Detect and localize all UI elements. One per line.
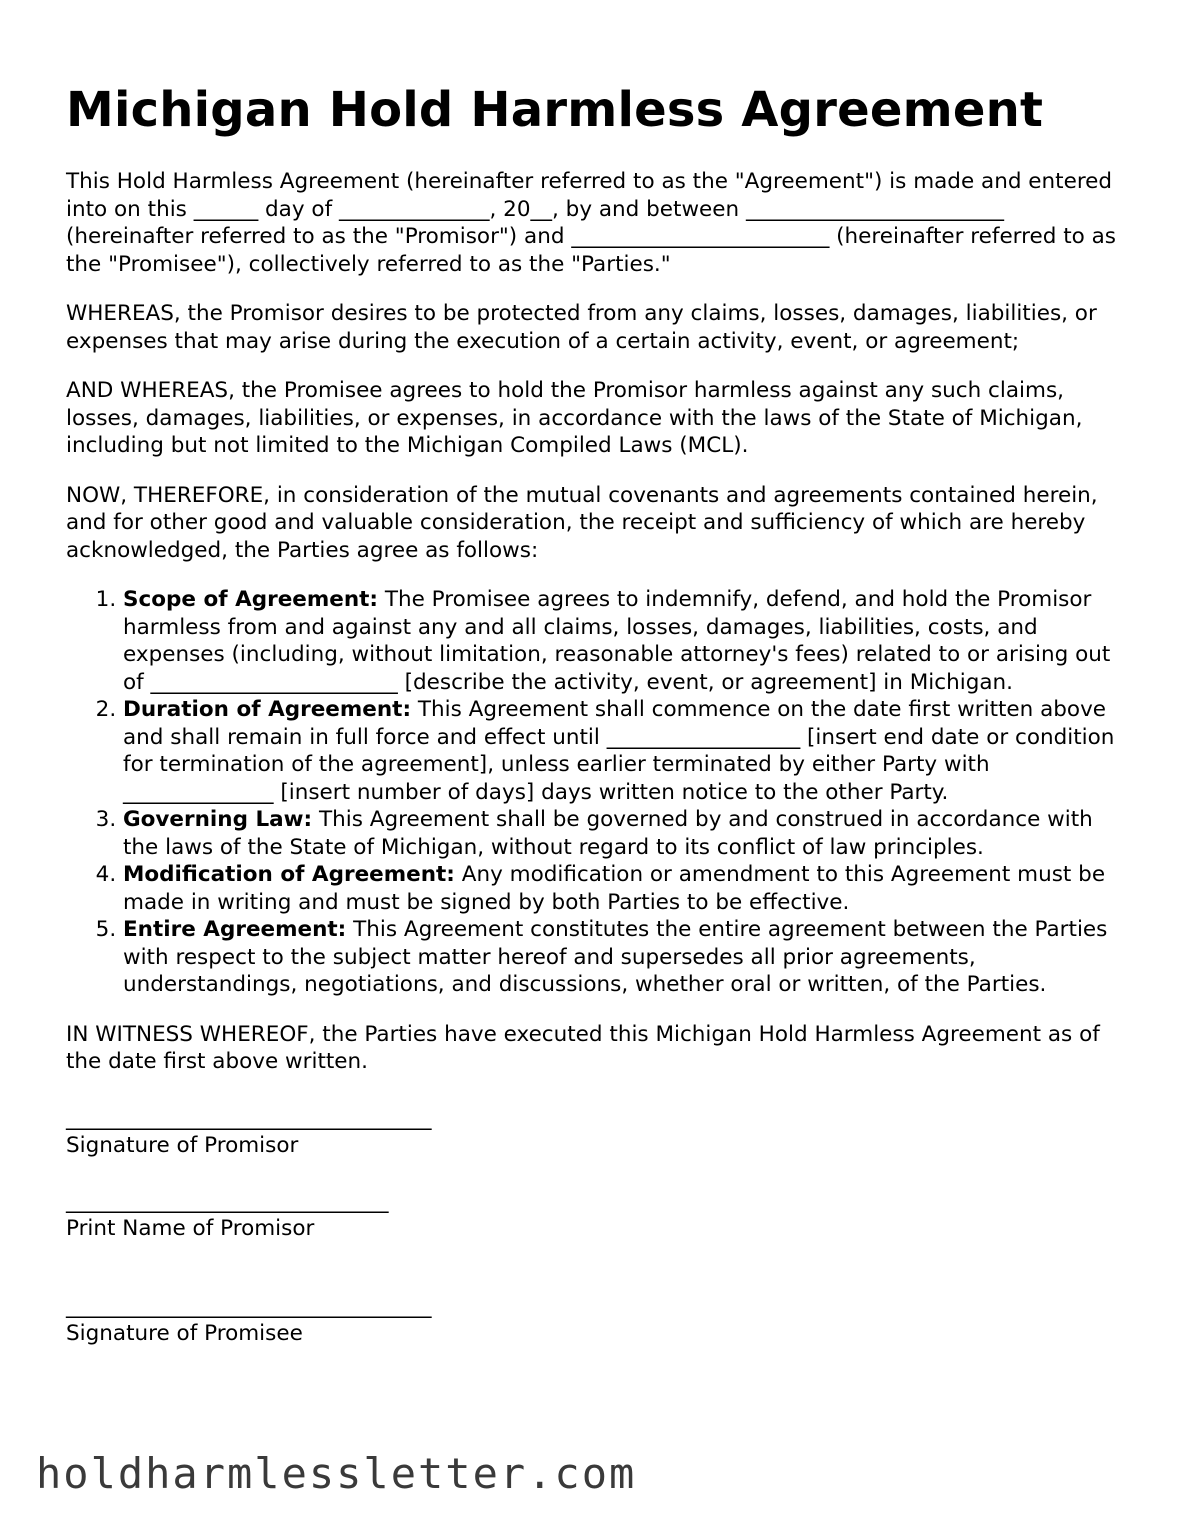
witness-paragraph: IN WITNESS WHEREOF, the Parties have executed this Michigan Hold Harmless Agreement as of the date first above written. — [66, 1021, 1100, 1074]
clause-text: This Agreement shall commence on the date first written above and shall remain in full force and effect until __________________ [insert end date or condition for termination of the agreement], unless earlier terminated by either Party with ______________ [insert number of days] days written notice to the other Party. — [123, 697, 1115, 805]
promisee-signature-label: Signature of Promisee — [66, 1321, 303, 1346]
intro-paragraph: This Hold Harmless Agreement (hereinafter referred to as the "Agreement") is made and entered into on this ______ day of ______________, 20__, by and between ________________________ (hereinafter referred to as the "Promisor") and ________________________ (hereinafter referred to as the "Promisee"), collectively referred to as the "Parties." — [66, 169, 1117, 277]
clause-list — [66, 586, 1126, 999]
clause-heading: Entire Agreement: — [123, 917, 347, 942]
clause-heading: Scope of Agreement: — [123, 587, 379, 612]
clause-text: The Promisee agrees to indemnify, defend, and hold the Promisor harmless from and against any and all claims, losses, damages, liabilities, costs, and expenses (including, without limitation, reasonable attorney's fees) related to or arising out of _______________________ [describe the activity, event, or agreement] in Michigan. — [123, 587, 1111, 695]
clause-item-duration — [123, 696, 1126, 806]
now-therefore-paragraph: NOW, THEREFORE, in consideration of the mutual covenants and agreements contained herein, and for other good and valuable consideration, the receipt and sufficiency of which are hereby acknowledged, the Parties agree as follows: — [66, 482, 1098, 563]
clause-heading: Duration of Agreement: — [123, 697, 412, 722]
promisor-signature-label: Signature of Promisor — [66, 1133, 299, 1158]
promisor-name-line: ______________________________ — [66, 1188, 389, 1214]
document-page — [66, 78, 1126, 1348]
clause-text: Any modification or amendment to this Agreement must be made in writing and must be signed by both Parties to be effective. — [123, 862, 1106, 915]
whereas-paragraph-2: AND WHEREAS, the Promisee agrees to hold the Promisor harmless against any such claims, losses, damages, liabilities, or expenses, in accordance with the laws of the State of Michigan, including but not limited to the Michigan Compiled Laws (MCL). — [66, 378, 1083, 458]
clause-item-entire-agreement — [123, 916, 1126, 999]
clause-heading: Modification of Agreement: — [123, 862, 455, 887]
clause-item-governing-law — [123, 806, 1126, 861]
clause-item-scope — [123, 586, 1126, 696]
promisor-signature-line: __________________________________ — [66, 1105, 432, 1131]
clause-text: This Agreement constitutes the entire agreement between the Parties with respect to the subject matter hereof and supersedes all prior agreements, understandings, negotiations, and discussions, whether oral or written, of the Parties. — [123, 917, 1108, 997]
document-title: Michigan Hold Harmless Agreement — [66, 82, 1044, 138]
clause-item-modification — [123, 861, 1126, 916]
site-watermark: holdharmlessletter.com — [36, 1449, 637, 1498]
clause-text: This Agreement shall be governed by and construed in accordance with the laws of the State of Michigan, without regard to its conflict of law principles. — [123, 807, 1093, 860]
signature-block — [66, 1105, 1126, 1348]
promisee-signature-line: __________________________________ — [66, 1293, 432, 1319]
whereas-paragraph-1: WHEREAS, the Promisor desires to be protected from any claims, losses, damages, liabilities, or expenses that may arise during the execution of a certain activity, event, or agreement; — [66, 301, 1097, 354]
clause-heading: Governing Law: — [123, 807, 313, 832]
promisor-name-label: Print Name of Promisor — [66, 1216, 315, 1241]
